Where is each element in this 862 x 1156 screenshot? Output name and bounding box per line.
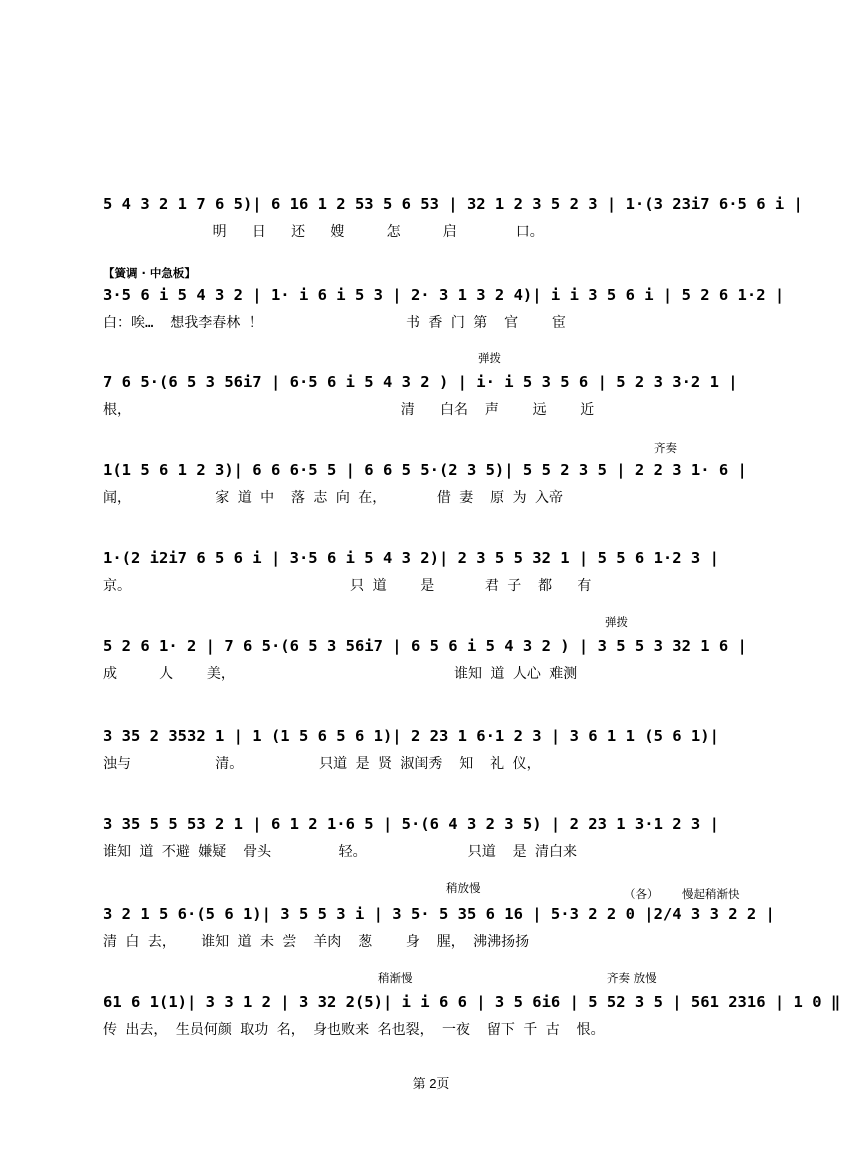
- score-system-2: [0, 266, 862, 363]
- score-system-9: [0, 881, 862, 982]
- performance-annotation: 弹拨: [478, 351, 501, 365]
- performance-annotation: 慢起稍渐快: [682, 887, 740, 901]
- score-system-7: [0, 724, 862, 804]
- performance-annotation: 弹拨: [605, 615, 628, 629]
- score-system-4: [0, 441, 862, 538]
- notation-line: 5 4 3 2 1 7 6 5)| 6 16 1 2 53 5 6 53 | 32 1 2 3 5 2 3 | 1·(3 23i7 6·5 6 i |: [103, 195, 803, 213]
- notation-line: 3 35 5 5 53 2 1 | 6 1 2 1·6 5 | 5·(6 4 3 2 3 5) | 2 23 1 3·1 2 3 |: [103, 815, 719, 833]
- notation-line: 3 2 1 5 6·(5 6 1)| 3 5 5 3 i | 3 5· 5 35 6 16 | 5·3 2 2 0 |2/4 3 3 2 2 |: [103, 905, 775, 923]
- lyrics-line: 闻， 家 道 中 落 志 向 在， 借 妻 原 为 入帝: [103, 490, 564, 506]
- score-system-10: [0, 971, 862, 1070]
- performance-annotation: （各）: [624, 887, 659, 901]
- notation-line: 3·5 6 i 5 4 3 2 | 1· i 6 i 5 3 | 2· 3 1 3 2 4)| i i 3 5 6 i | 5 2 6 1·2 |: [103, 286, 785, 304]
- page-number: 第 2页: [412, 1076, 450, 1091]
- lyrics-line: 谁知 道 不避 嫌疑 骨头 轻。 只道 是 清白来: [103, 844, 578, 860]
- notation-line: 1·(2 i2i7 6 5 6 i | 3·5 6 i 5 4 3 2)| 2 3 5 5 32 1 | 5 5 6 1·2 3 |: [103, 549, 719, 567]
- lyrics-line: 成 人 美， 谁知 道 人心 难测: [103, 666, 578, 682]
- notation-line: 1(1 5 6 1 2 3)| 6 6 6·5 5 | 6 6 5 5·(2 3 5)| 5 5 2 3 5 | 2 2 3 1· 6 |: [103, 461, 747, 479]
- score-system-8: [0, 812, 862, 892]
- performance-annotation: 齐奏: [654, 441, 677, 455]
- performance-annotation: 稍放慢: [446, 881, 481, 895]
- score-system-3: [0, 351, 862, 450]
- notation-line: 3 35 2 3532 1 | 1 (1 5 6 5 6 1)| 2 23 1 6·1 2 3 | 3 6 1 1 (5 6 1)|: [103, 727, 719, 745]
- notation-line: 5 2 6 1· 2 | 7 6 5·(6 5 3 56i7 | 6 5 6 i 5 4 3 2 ) | 3 5 5 3 32 1 6 |: [103, 637, 747, 655]
- lyrics-line: 白：唉… 想我李春林 ！ 书 香 门 第 官 宦: [103, 315, 566, 331]
- lyrics-line: 浊与 清。 只道 是 贤 淑闺秀 知 礼 仪，: [103, 756, 541, 772]
- lyrics-line: 传 出去， 生员何颜 取功 名， 身也败来 名也裂， 一夜 留下 千 古 恨。: [103, 1022, 605, 1038]
- score-system-5: [0, 546, 862, 626]
- performance-annotation: 齐奏 放慢: [607, 971, 657, 985]
- notation-line: 7 6 5·(6 5 3 56i7 | 6·5 6 i 5 4 3 2 ) | i· i 5 3 5 6 | 5 2 3 3·2 1 |: [103, 373, 738, 391]
- lyrics-line: 京。 只 道 是 君 子 都 有: [103, 578, 592, 594]
- performance-annotation: 稍渐慢: [378, 971, 413, 985]
- lyrics-line: 清 白 去， 谁知 道 未 尝 羊肉 葱 身 腥， 沸沸扬扬: [103, 934, 530, 950]
- score-system-6: [0, 615, 862, 714]
- score-system-1: [0, 192, 862, 272]
- notation-line: 61 6 1(1)| 3 3 1 2 | 3 32 2(5)| i i 6 6 | 3 5 6i6 | 5 52 3 5 | 561 2316 | 1 0 ‖: [103, 993, 841, 1011]
- tempo-label: 【簧调 · 中急板】: [103, 266, 196, 280]
- lyrics-line: 根， 清 白名 声 远 近: [103, 402, 595, 418]
- lyrics-line: 明 日 还 嫂 怎 启 口。: [103, 224, 544, 240]
